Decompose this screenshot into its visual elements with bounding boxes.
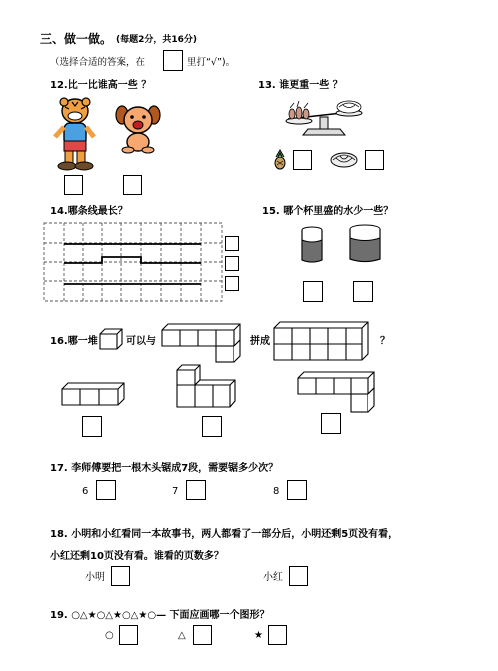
- q15-answer-box-cup-a[interactable]: [303, 281, 323, 302]
- q17-option-8-label: 8: [273, 486, 280, 497]
- q17-text: 17. 李师傅要把一根木头锯成7段，需要锯多少次？: [50, 463, 279, 474]
- q17-answer-box-6[interactable]: [96, 480, 116, 500]
- q12-answer-box-tiger[interactable]: [64, 175, 83, 195]
- q17-answer-box-7[interactable]: [186, 480, 206, 500]
- q19-option-triangle-label: △: [178, 630, 186, 641]
- q19-answer-box-triangle[interactable]: [193, 625, 212, 645]
- bear-image: [115, 104, 161, 154]
- q14-answer-box-line1[interactable]: [225, 236, 239, 251]
- q18-option-xiaoming-label: 小明: [85, 572, 105, 583]
- instruction-sample-box: [163, 50, 183, 71]
- q19-text: 19. ○△★○△★○△★○— 下面应画哪一个图形？: [50, 610, 270, 621]
- target-block-shape: [272, 320, 370, 362]
- single-cube-icon: [99, 328, 123, 350]
- q14-answer-box-line3[interactable]: [225, 276, 239, 291]
- q16-text-a: 16.哪一堆: [50, 336, 98, 347]
- q16-text-b: 可以与: [126, 336, 156, 347]
- q16-answer-box-b[interactable]: [202, 416, 222, 437]
- q16-text-c: 拼成: [250, 336, 270, 347]
- q13-answer-box-pineapple[interactable]: [293, 150, 312, 170]
- q13-answer-box-cabbage[interactable]: [365, 150, 384, 170]
- q18-text-line2: 小红还剩10页没有看。谁看的页数多？: [50, 551, 224, 562]
- instruction-text-after: 里打“√”)。: [187, 57, 236, 68]
- q12-text: 12.比一比谁高一些 ？: [50, 80, 152, 91]
- q17-option-6-label: 6: [82, 486, 89, 497]
- cup-b-image: [348, 224, 382, 264]
- section-score-note: (每题2分，共16分): [116, 35, 198, 45]
- instruction-text-before: （选择合适的答案，在: [50, 57, 146, 68]
- section-title: 三、做一做。: [40, 32, 113, 46]
- cup-a-image: [300, 226, 324, 264]
- balance-scale-image: [285, 99, 363, 139]
- lines-grid-figure: [44, 223, 224, 303]
- option-c-block-shape: [296, 370, 376, 414]
- q18-answer-box-xiaohong[interactable]: [289, 566, 308, 586]
- option-b-block-shape: [175, 363, 237, 409]
- q18-option-xiaohong-label: 小红: [263, 572, 283, 583]
- q15-answer-box-cup-b[interactable]: [353, 281, 373, 302]
- q19-option-star-label: ★: [254, 630, 263, 641]
- q15-text: 15. 哪个杯里盛的水少一些？: [262, 206, 394, 217]
- pineapple-icon: [272, 150, 288, 170]
- q13-text: 13. 谁更重一些 ？: [258, 80, 343, 91]
- q17-option-7-label: 7: [172, 486, 179, 497]
- q14-text: 14.哪条线最长？: [50, 206, 128, 217]
- q16-answer-box-c[interactable]: [321, 413, 341, 434]
- tiger-image: [50, 97, 100, 170]
- q19-answer-box-star[interactable]: [268, 625, 287, 645]
- line-2: [64, 257, 201, 263]
- q18-text-line1: 18. 小明和小红看同一本故事书，两人都看了一部分后，小明还剩5页没有看，: [50, 529, 399, 540]
- q19-option-circle-label: ○: [105, 630, 114, 641]
- cabbage-icon: [330, 152, 358, 168]
- q12-answer-box-bear[interactable]: [123, 175, 142, 195]
- option-a-block-shape: [60, 381, 126, 407]
- q14-answer-box-line2[interactable]: [225, 256, 239, 271]
- q18-answer-box-xiaoming[interactable]: [111, 566, 130, 586]
- q16-text-d: ？: [380, 336, 390, 347]
- q19-answer-box-circle[interactable]: [119, 625, 138, 645]
- q16-answer-box-a[interactable]: [82, 416, 102, 437]
- q17-answer-box-8[interactable]: [287, 480, 307, 500]
- partial-block-shape: [160, 322, 242, 364]
